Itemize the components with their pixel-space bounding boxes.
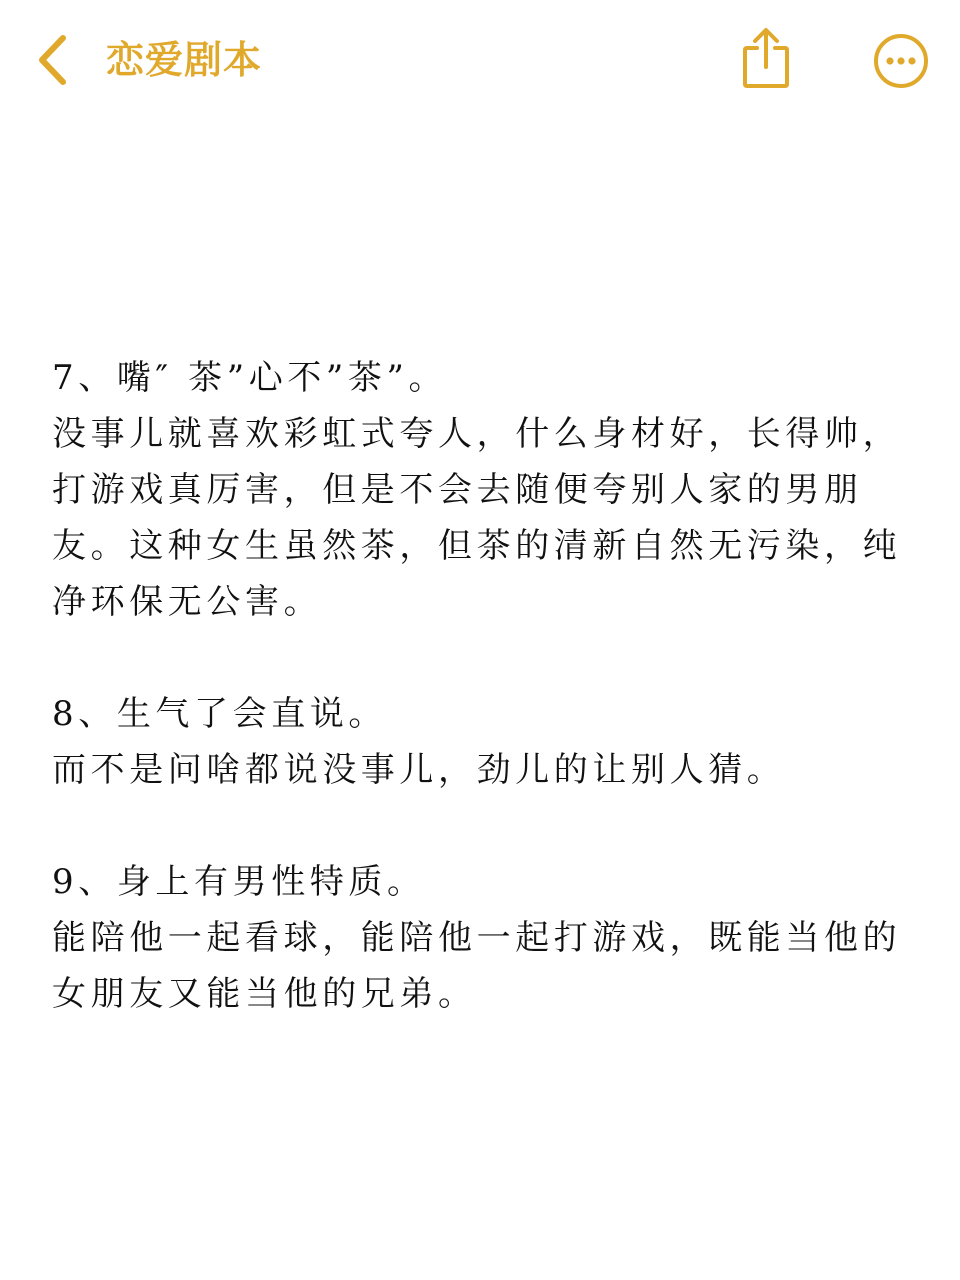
back-button[interactable] <box>24 28 80 92</box>
navigation-bar <box>0 0 960 120</box>
more-button[interactable] <box>870 30 932 92</box>
more-icon <box>872 32 930 90</box>
note-item-9 <box>52 854 912 1022</box>
share-button[interactable] <box>734 22 798 94</box>
note-item-text: 而不是问啥都说没事儿，劲儿的让别人猜。 <box>52 750 786 790</box>
note-item-title: 8、生气了会直说。 <box>52 694 388 734</box>
note-item-7 <box>52 350 912 630</box>
share-icon <box>740 26 792 90</box>
note-item-title: 9、身上有男性特质。 <box>52 862 426 902</box>
page-title: 恋爱剧本 <box>106 38 263 82</box>
note-item-8 <box>52 686 912 798</box>
note-item-text: 没事儿就喜欢彩虹式夸人，什么身材好，长得帅，打游戏真厉害，但是不会去随便夸别人家的男朋友。这种女生虽然茶，但茶的清新自然无污染，纯净环保无公害。 <box>52 414 902 622</box>
note-content[interactable] <box>52 350 912 1078</box>
chevron-left-icon <box>35 33 69 87</box>
note-item-text: 能陪他一起看球，能陪他一起打游戏，既能当他的女朋友又能当他的兄弟。 <box>52 918 902 1014</box>
note-item-title: 7、嘴″ 茶”心不”茶”。 <box>52 358 448 398</box>
